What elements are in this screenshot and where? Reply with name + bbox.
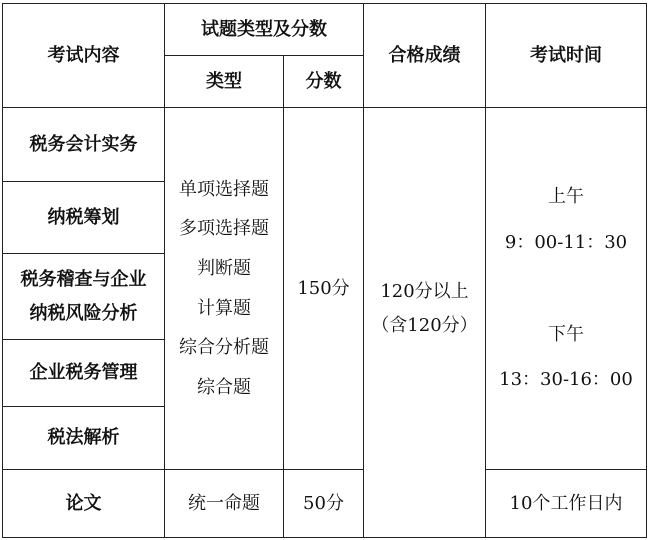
header-time-text: 考试时间 — [530, 44, 602, 66]
hline-subject-4 — [2, 406, 165, 407]
header-pass-text: 合格成绩 — [388, 44, 461, 66]
header-type — [165, 56, 283, 107]
thesis-name-cell — [3, 470, 164, 537]
question-type: 综合分析题 — [179, 337, 269, 359]
time-morning — [505, 174, 627, 265]
header-content — [3, 4, 164, 107]
time-main-cell — [486, 108, 646, 469]
thesis-time-cell — [486, 470, 646, 537]
subject-name-line1: 税务稽查与企业 — [20, 268, 147, 290]
vline-3 — [363, 3, 364, 538]
thesis-type: 统一命题 — [188, 492, 260, 514]
question-types-cell — [165, 108, 283, 469]
subject-name: 企业税务管理 — [29, 362, 138, 384]
pass-line1: 120分以上 — [380, 280, 469, 302]
question-type: 多项选择题 — [179, 218, 269, 240]
hline-header-end — [2, 107, 647, 108]
thesis-score-cell — [284, 470, 363, 537]
question-type: 单项选择题 — [179, 178, 269, 200]
header-type-group — [165, 4, 363, 55]
pass-line2: （含120分） — [371, 314, 478, 336]
thesis-time: 10个工作日内 — [509, 492, 623, 514]
subject-cell — [3, 407, 164, 469]
header-time — [486, 4, 646, 107]
header-content-text: 考试内容 — [47, 44, 120, 66]
header-score — [284, 56, 363, 107]
border-right — [646, 3, 647, 538]
hline-subject-2 — [2, 253, 165, 254]
border-left — [2, 3, 3, 538]
hline-thesis-left — [2, 469, 364, 470]
question-type: 综合题 — [197, 376, 251, 398]
subject-name: 税务会计实务 — [29, 133, 138, 155]
subject-name: 纳税筹划 — [47, 206, 120, 228]
header-type-text: 类型 — [206, 70, 242, 92]
vline-1 — [164, 3, 165, 538]
time-afternoon — [499, 312, 633, 403]
score-main-cell — [284, 108, 363, 469]
subject-cell — [3, 340, 164, 406]
vline-2 — [283, 55, 284, 538]
subject-cell — [3, 108, 164, 181]
score-main: 150分 — [297, 277, 350, 299]
subject-cell — [3, 254, 164, 339]
header-score-text: 分数 — [305, 70, 342, 92]
border-bottom — [2, 537, 647, 538]
question-type: 判断题 — [197, 257, 251, 279]
pass-cell — [364, 108, 485, 537]
thesis-type-cell — [165, 470, 283, 537]
morning-label: 上午 — [548, 186, 584, 208]
subject-cell — [3, 182, 164, 253]
vline-4 — [485, 3, 486, 538]
subject-name: 税法解析 — [47, 427, 120, 449]
afternoon-time: 13：30-16：00 — [499, 369, 633, 391]
hline-header-sub — [164, 55, 364, 56]
hline-thesis-right — [485, 469, 647, 470]
hline-subject-1 — [2, 181, 165, 182]
header-type-group-text: 试题类型及分数 — [201, 18, 327, 40]
subject-name-line2: 纳税风险分析 — [29, 302, 138, 324]
hline-subject-3 — [2, 339, 165, 340]
question-type: 计算题 — [197, 297, 251, 319]
thesis-score: 50分 — [303, 492, 344, 514]
header-pass — [364, 4, 485, 107]
thesis-name: 论文 — [65, 492, 102, 514]
morning-time: 9：00-11：30 — [504, 231, 628, 253]
border-top — [2, 3, 647, 4]
afternoon-label: 下午 — [547, 323, 584, 345]
